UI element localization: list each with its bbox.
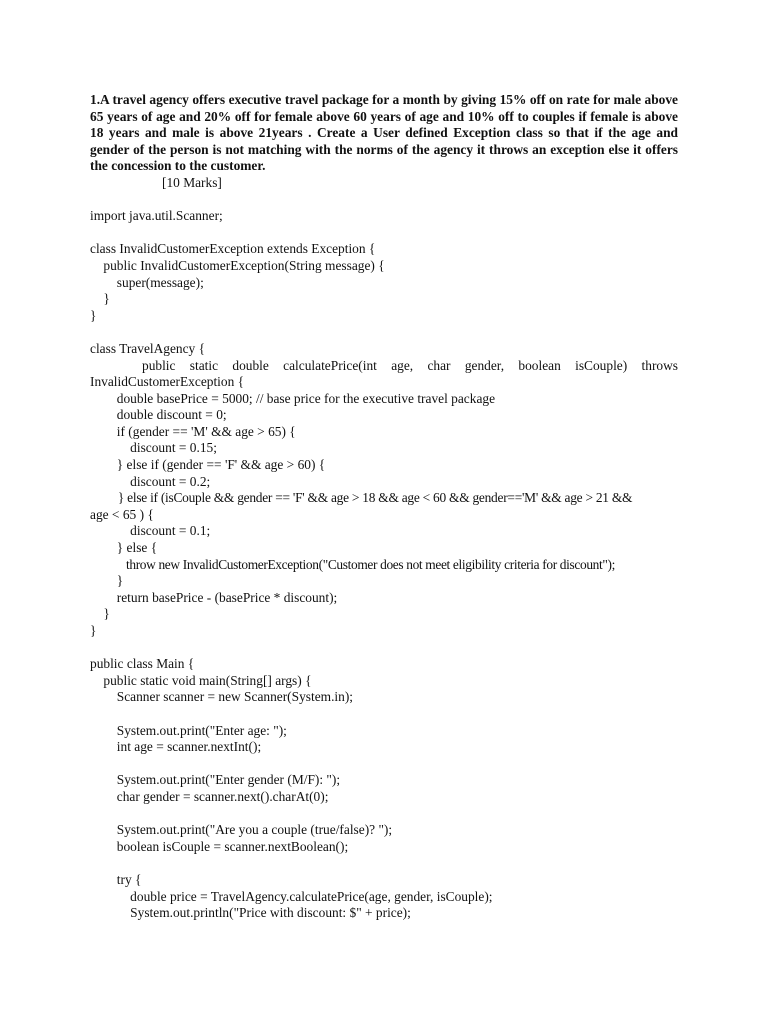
code-line: double discount = 0;	[90, 407, 227, 423]
code-line: public class Main {	[90, 656, 195, 672]
code-line: } else {	[90, 540, 158, 556]
code-line: import java.util.Scanner;	[90, 208, 223, 224]
code-line: return basePrice - (basePrice * discount);	[90, 589, 338, 605]
code-line: public InvalidCustomerException(String message) {	[90, 257, 385, 273]
code-line: throw new InvalidCustomerException("Customer does not meet eligibility criteria for discount");	[90, 556, 615, 572]
blank-line	[90, 324, 678, 341]
code-line: } else if (gender == 'F' && age > 60) {	[90, 457, 326, 473]
code-line: char gender = scanner.next().charAt(0);	[90, 788, 329, 804]
code-line: } else if (isCouple && gender == 'F' && age > 18 && age < 60 && gender=='M' && age > 21 &&	[90, 490, 633, 506]
marks-label: [10 Marks]	[162, 174, 222, 190]
code-line: InvalidCustomerException {	[90, 374, 245, 390]
code-line: boolean isCouple = scanner.nextBoolean();	[90, 838, 349, 854]
code-line: System.out.print("Enter gender (M/F): ");	[90, 772, 341, 788]
blank-line	[90, 806, 678, 823]
blank-line	[90, 225, 678, 242]
code-line: double price = TravelAgency.calculatePrice(age, gender, isCouple);	[90, 888, 493, 904]
code-line: int age = scanner.nextInt();	[90, 739, 262, 755]
code-line: }	[90, 307, 97, 323]
code-line: super(message);	[90, 274, 204, 290]
code-line: class TravelAgency {	[90, 340, 206, 356]
code-line: }	[90, 291, 110, 307]
blank-line	[90, 756, 678, 773]
code-line: discount = 0.1;	[90, 523, 211, 539]
code-line: try {	[90, 871, 142, 887]
code-line: System.out.print("Are you a couple (true/false)? ");	[90, 822, 393, 838]
code-line: double basePrice = 5000; // base price for the executive travel package	[90, 390, 496, 406]
code-line: public static double calculatePrice(int age, char gender, boolean isCouple) throws	[142, 357, 678, 373]
code-line: if (gender == 'M' && age > 65) {	[90, 423, 296, 439]
code-line: }	[90, 606, 110, 622]
document-page	[90, 92, 678, 922]
blank-line	[90, 706, 678, 723]
code-line: discount = 0.2;	[90, 473, 211, 489]
code-line: Scanner scanner = new Scanner(System.in);	[90, 689, 354, 705]
question-text: 1.A travel agency offers executive travel package for a month by giving 15% off on rate for male above 65 years of age and 20% off for female above 60 years of age and 10% off to couples if female is above 18 years and male is above 21years . Create a User defined Exception class so that if the age and gender of the person is not matching with the norms of the agency it throws an exception else it offers the concession to the customer.	[90, 92, 678, 174]
code-line: System.out.print("Enter age: ");	[90, 722, 287, 738]
blank-line	[90, 855, 678, 872]
code-line: age < 65 ) {	[90, 506, 154, 522]
code-line: }	[90, 623, 97, 638]
code-line: public static void main(String[] args) {	[90, 672, 312, 688]
code-line: System.out.println("Price with discount: $" + price);	[90, 905, 411, 921]
code-listing	[90, 208, 678, 922]
code-line: class InvalidCustomerException extends Exception {	[90, 241, 376, 257]
code-line: }	[90, 573, 124, 589]
code-line: discount = 0.15;	[90, 440, 217, 456]
blank-line	[90, 640, 678, 657]
